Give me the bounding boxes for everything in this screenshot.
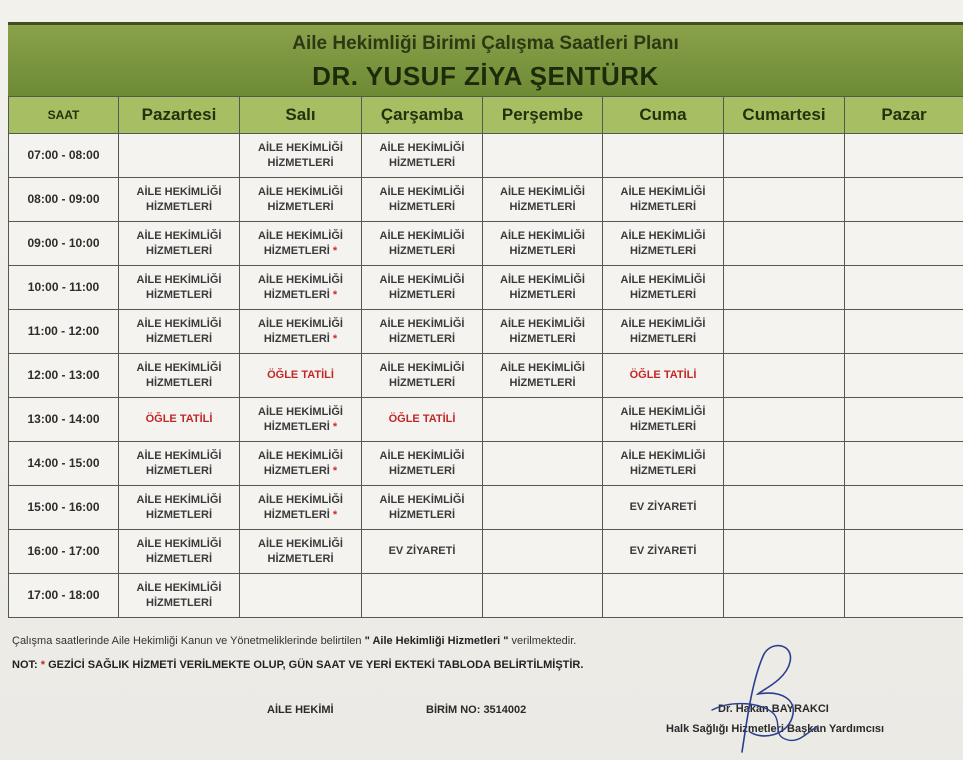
service-line-1: AİLE HEKİMLİĞİ [136,493,222,506]
service-line-2 [119,200,239,215]
service-line-2-text: HİZMETLERİ [509,288,576,301]
service-line-2-text: HİZMETLERİ [267,200,334,213]
service-line-1: AİLE HEKİMLİĞİ [500,273,585,286]
service-line-2 [240,244,361,259]
service-line-2 [240,508,361,523]
note-prefix: Çalışma saatlerinde Aile Hekimliği Kanun ve Yönetmeliklerinde belirtilen [12,635,365,647]
service-line-1: AİLE HEKİMLİĞİ [258,141,343,154]
time-slot: 12:00 - 13:00 [9,354,119,398]
schedule-cell-pazar [845,530,963,574]
schedule-cell-pazar [845,486,963,530]
family-doctor-label: AİLE HEKİMİ [267,704,334,716]
service-line-2 [119,596,239,611]
service-line-2 [119,464,239,479]
schedule-cell-carsamba [362,222,483,266]
service-line-1: AİLE HEKİMLİĞİ [258,537,343,550]
schedule-cell-pazartesi [119,442,240,486]
schedule-cell-persembe [483,354,603,398]
service-line-1: AİLE HEKİMLİĞİ [379,141,465,154]
table-row [9,442,963,486]
doctor-name-title: DR. YUSUF ZİYA ŞENTÜRK [312,61,659,91]
service-line-2-text: HİZMETLERİ [630,244,696,257]
service-line-2-text: HİZMETLERİ [509,200,576,213]
service-line-2-text: HİZMETLERİ [389,332,455,345]
service-line-1: AİLE HEKİMLİĞİ [258,273,343,286]
schedule-cell-carsamba [362,266,483,310]
schedule-cell-persembe [483,266,603,310]
service-line-2-text: HİZMETLERİ [146,244,212,257]
schedule-cell-cuma [603,310,724,354]
service-line-1: AİLE HEKİMLİĞİ [136,449,222,462]
note-bold-services: " Aile Hekimliği Hizmetleri " [364,635,509,647]
schedule-cell-persembe [483,530,603,574]
table-row [9,310,963,354]
service-line-2 [483,376,602,391]
service-line-2 [119,508,239,523]
service-line-2 [240,420,361,435]
service-line-1: AİLE HEKİMLİĞİ [620,229,706,242]
schedule-cell-carsamba [362,442,483,486]
service-line-2-text: HİZMETLERİ [146,332,212,345]
service-line-1: AİLE HEKİMLİĞİ [136,229,222,242]
service-line-2-text: HİZMETLERİ [630,420,696,433]
service-line-2-text: HİZMETLERİ [389,156,455,169]
time-slot: 14:00 - 15:00 [9,442,119,486]
document-header [8,22,963,96]
service-line-1: AİLE HEKİMLİĞİ [136,361,222,374]
service-line-2-text: HİZMETLERİ [630,200,696,213]
schedule-cell-sali [240,398,362,442]
service-line-1: AİLE HEKİMLİĞİ [379,493,465,506]
mobile-service-star: * [332,332,338,345]
service-line-2-text: HİZMETLERİ [263,420,330,433]
schedule-cell-persembe [483,486,603,530]
service-line-2-text: HİZMETLERİ [146,508,212,521]
service-line-1: AİLE HEKİMLİĞİ [379,185,465,198]
service-line-2-text: HİZMETLERİ [146,376,212,389]
schedule-cell-persembe [483,178,603,222]
schedule-cell-cuma [603,574,724,618]
schedule-cell-persembe [483,574,603,618]
service-line-2 [483,200,602,215]
schedule-cell-cuma [603,354,724,398]
service-line-2 [603,332,723,347]
schedule-cell-carsamba [362,354,483,398]
time-slot: 17:00 - 18:00 [9,574,119,618]
schedule-cell-cumartesi [724,222,845,266]
service-line-2 [240,552,361,567]
service-line-1: AİLE HEKİMLİĞİ [379,317,465,330]
service-line-2-text: HİZMETLERİ [630,288,696,301]
column-header-cuma: Cuma [603,97,724,134]
service-line-2-text: HİZMETLERİ [146,552,212,565]
time-slot: 10:00 - 11:00 [9,266,119,310]
table-row [9,266,963,310]
service-line-2-text: HİZMETLERİ [263,464,330,477]
schedule-cell-pazartesi [119,178,240,222]
schedule-cell-pazar [845,574,963,618]
schedule-cell-pazar [845,222,963,266]
service-line-1: AİLE HEKİMLİĞİ [379,361,465,374]
service-line-1: AİLE HEKİMLİĞİ [620,449,706,462]
home-visit-label: EV ZİYARETİ [388,545,456,558]
working-hours-table [8,96,963,618]
service-line-2-text: HİZMETLERİ [630,332,696,345]
plan-subtitle: Aile Hekimliği Birimi Çalışma Saatleri Planı [292,33,679,54]
service-line-2-text: HİZMETLERİ [509,332,576,345]
column-header-sali: Salı [240,97,362,134]
note-text: GEZİCİ SAĞLIK HİZMETİ VERİLMEKTE OLUP, GÜN SAAT VE YERİ EKTEKİ TABLODA BELİRTİLMİŞTİR. [45,659,584,671]
service-line-2 [603,420,723,435]
schedule-cell-pazar [845,398,963,442]
service-line-2-text: HİZMETLERİ [509,244,576,257]
schedule-cell-persembe [483,398,603,442]
service-line-2-text: HİZMETLERİ [509,376,576,389]
lunch-break-label: ÖĞLE TATİLİ [629,369,697,382]
schedule-cell-cumartesi [724,530,845,574]
service-line-2 [483,332,602,347]
time-slot: 09:00 - 10:00 [9,222,119,266]
service-line-2 [362,156,482,171]
schedule-cell-pazartesi [119,134,240,178]
schedule-cell-cuma [603,398,724,442]
service-line-2 [119,244,239,259]
time-slot: 11:00 - 12:00 [9,310,119,354]
service-line-2 [362,200,482,215]
schedule-cell-persembe [483,222,603,266]
schedule-cell-cumartesi [724,178,845,222]
service-line-1: AİLE HEKİMLİĞİ [258,185,343,198]
service-line-2 [362,508,482,523]
schedule-cell-pazar [845,442,963,486]
service-line-2 [119,332,239,347]
schedule-cell-pazar [845,178,963,222]
time-slot: 13:00 - 14:00 [9,398,119,442]
official-title: Halk Sağlığı Hizmetleri Başkan Yardımcısı [666,723,885,735]
service-line-2 [603,244,723,259]
schedule-cell-persembe [483,134,603,178]
schedule-cell-cumartesi [724,442,845,486]
schedule-cell-cuma [603,266,724,310]
schedule-cell-pazartesi [119,222,240,266]
lunch-break-label: ÖĞLE TATİLİ [267,369,334,382]
schedule-cell-sali [240,574,362,618]
service-line-2 [240,332,361,347]
column-header-cumartesi: Cumartesi [724,97,845,134]
schedule-cell-carsamba [362,310,483,354]
service-line-2 [240,464,361,479]
schedule-cell-pazar [845,134,963,178]
service-line-2 [362,244,482,259]
schedule-cell-carsamba [362,134,483,178]
table-row [9,486,963,530]
column-header-pazartesi: Pazartesi [119,97,240,134]
service-line-2-text: HİZMETLERİ [389,244,455,257]
schedule-cell-sali [240,310,362,354]
note-star: * [40,659,46,671]
service-line-2-text: HİZMETLERİ [263,508,330,521]
service-line-2 [603,200,723,215]
official-name: Dr. Hakan BAYRAKCI [718,703,829,715]
service-line-1: AİLE HEKİMLİĞİ [258,405,343,418]
table-row [9,398,963,442]
service-line-2 [119,288,239,303]
service-line-2 [362,464,482,479]
service-line-2-text: HİZMETLERİ [146,288,212,301]
time-slot: 07:00 - 08:00 [9,134,119,178]
home-visit-label: EV ZİYARETİ [629,501,697,514]
service-line-2-text: HİZMETLERİ [263,288,330,301]
service-line-1: AİLE HEKİMLİĞİ [500,317,585,330]
service-line-1: AİLE HEKİMLİĞİ [500,229,585,242]
service-line-2-text: HİZMETLERİ [389,464,455,477]
schedule-cell-cumartesi [724,574,845,618]
service-line-2-text: HİZMETLERİ [146,200,212,213]
schedule-cell-sali [240,486,362,530]
mobile-service-star: * [332,288,338,301]
lunch-break-label: ÖĞLE TATİLİ [145,413,213,426]
schedule-cell-carsamba [362,178,483,222]
schedule-cell-pazartesi [119,574,240,618]
schedule-cell-cuma [603,530,724,574]
service-line-2-text: HİZMETLERİ [267,156,334,169]
service-line-1: AİLE HEKİMLİĞİ [379,449,465,462]
schedule-cell-sali [240,134,362,178]
schedule-cell-cuma [603,486,724,530]
lunch-break-label: ÖĞLE TATİLİ [388,413,456,426]
schedule-cell-pazartesi [119,486,240,530]
schedule-cell-cuma [603,222,724,266]
service-line-1: AİLE HEKİMLİĞİ [500,185,585,198]
service-line-2-text: HİZMETLERİ [389,376,455,389]
schedule-cell-cuma [603,442,724,486]
unit-number: BİRİM NO: 3514002 [426,704,527,716]
services-note [12,635,576,647]
service-line-1: AİLE HEKİMLİĞİ [620,185,706,198]
schedule-cell-pazartesi [119,398,240,442]
schedule-cell-sali [240,530,362,574]
schedule-cell-persembe [483,442,603,486]
schedule-cell-cumartesi [724,486,845,530]
service-line-1: AİLE HEKİMLİĞİ [379,229,465,242]
column-header-pazar: Pazar [845,97,963,134]
schedule-cell-cumartesi [724,398,845,442]
schedule-cell-carsamba [362,486,483,530]
service-line-2 [483,244,602,259]
column-header-persembe: Perşembe [483,97,603,134]
service-line-2 [240,288,361,303]
service-line-2-text: HİZMETLERİ [389,200,455,213]
schedule-cell-sali [240,266,362,310]
service-line-2-text: HİZMETLERİ [267,552,334,565]
service-line-2 [119,552,239,567]
schedule-cell-pazartesi [119,266,240,310]
service-line-2 [362,288,482,303]
service-line-2-text: HİZMETLERİ [146,596,212,609]
schedule-cell-pazar [845,354,963,398]
schedule-cell-pazartesi [119,310,240,354]
schedule-cell-persembe [483,310,603,354]
schedule-cell-cuma [603,178,724,222]
handwritten-signature [702,640,822,758]
mobile-service-star: * [332,464,338,477]
service-line-1: AİLE HEKİMLİĞİ [258,229,343,242]
schedule-cell-carsamba [362,398,483,442]
service-line-2-text: HİZMETLERİ [630,464,696,477]
mobile-service-star: * [332,244,338,257]
schedule-cell-cumartesi [724,310,845,354]
service-line-1: AİLE HEKİMLİĞİ [500,361,585,374]
schedule-cell-carsamba [362,530,483,574]
note-label: NOT: [12,659,38,671]
table-row [9,574,963,618]
column-header-carsamba: Çarşamba [362,97,483,134]
time-slot: 08:00 - 09:00 [9,178,119,222]
schedule-cell-sali [240,442,362,486]
table-row [9,354,963,398]
schedule-cell-cuma [603,134,724,178]
service-line-2-text: HİZMETLERİ [263,332,330,345]
mobile-service-note [12,659,583,671]
service-line-1: AİLE HEKİMLİĞİ [136,317,222,330]
service-line-1: AİLE HEKİMLİĞİ [620,317,706,330]
service-line-1: AİLE HEKİMLİĞİ [258,317,343,330]
table-row [9,530,963,574]
service-line-1: AİLE HEKİMLİĞİ [136,273,222,286]
table-row [9,178,963,222]
service-line-2-text: HİZMETLERİ [263,244,330,257]
service-line-1: AİLE HEKİMLİĞİ [136,581,222,594]
service-line-1: AİLE HEKİMLİĞİ [136,185,222,198]
service-line-1: AİLE HEKİMLİĞİ [379,273,465,286]
service-line-2 [483,288,602,303]
schedule-cell-sali [240,178,362,222]
service-line-2-text: HİZMETLERİ [146,464,212,477]
service-line-2 [603,288,723,303]
service-line-2-text: HİZMETLERİ [389,508,455,521]
schedule-cell-pazar [845,266,963,310]
schedule-cell-sali [240,222,362,266]
schedule-cell-pazartesi [119,354,240,398]
home-visit-label: EV ZİYARETİ [629,545,697,558]
service-line-1: AİLE HEKİMLİĞİ [136,537,222,550]
note-suffix: verilmektedir. [508,635,577,647]
table-row [9,222,963,266]
service-line-2-text: HİZMETLERİ [389,288,455,301]
service-line-1: AİLE HEKİMLİĞİ [620,273,706,286]
schedule-cell-pazar [845,310,963,354]
service-line-1: AİLE HEKİMLİĞİ [258,493,343,506]
schedule-cell-cumartesi [724,134,845,178]
schedule-cell-cumartesi [724,354,845,398]
service-line-2 [119,376,239,391]
time-slot: 15:00 - 16:00 [9,486,119,530]
mobile-service-star: * [332,420,338,433]
service-line-2 [240,200,361,215]
schedule-cell-sali [240,354,362,398]
service-line-2 [240,156,361,171]
service-line-2 [603,464,723,479]
schedule-cell-pazartesi [119,530,240,574]
mobile-service-star: * [332,508,338,521]
table-header-row [9,97,963,134]
schedule-cell-cumartesi [724,266,845,310]
service-line-2 [362,376,482,391]
service-line-2 [362,332,482,347]
column-header-saat: SAAT [9,97,119,134]
time-slot: 16:00 - 17:00 [9,530,119,574]
service-line-1: AİLE HEKİMLİĞİ [258,449,343,462]
schedule-cell-carsamba [362,574,483,618]
service-line-1: AİLE HEKİMLİĞİ [620,405,706,418]
table-row [9,134,963,178]
